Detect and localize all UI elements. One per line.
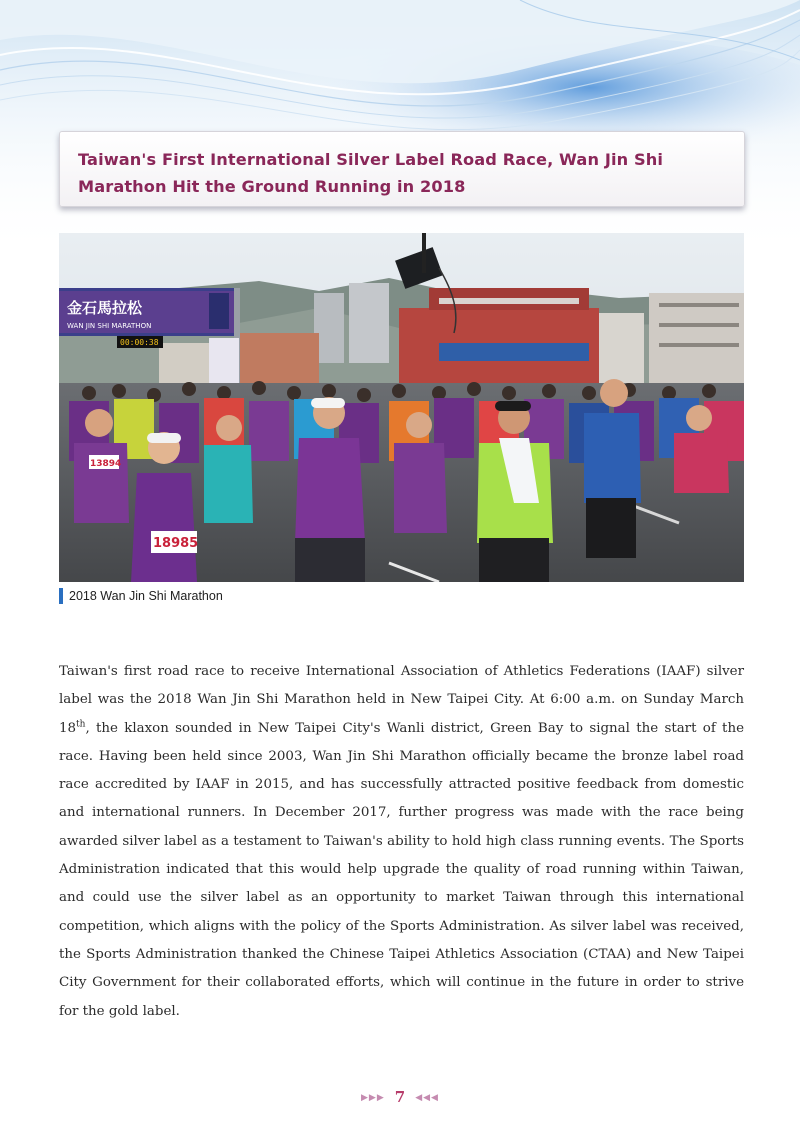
body-text-part1: Taiwan's first road race to receive International Association of Athletics Federations (IAAF) silver label was the 2018 Wan Jin Shi Marathon held in New Taipei City. At 6:00 a.m. on Sunday March 18 [59, 664, 744, 736]
wave-background [0, 0, 800, 260]
page-number-footer [0, 1087, 800, 1108]
title-box [59, 131, 745, 207]
body-paragraph [59, 658, 744, 1026]
photo-caption: 2018 Wan Jin Shi Marathon [59, 588, 223, 604]
arch-text: 金石馬拉松 [67, 299, 143, 317]
page-number: 7 [394, 1088, 406, 1106]
marathon-photo-illustration [59, 233, 744, 582]
body-text-part2: , the klaxon sounded in New Taipei City's Wanli district, Green Bay to signal the start of the race. Having been held since 2003, Wan Jin Shi Marathon officially became the bronze label road race accredited by IAAF in 2015, and has successfully attracted positive feedback from domestic and international runners. In December 2017, further progress was made with the race being awarded silver label as a testament to Taiwan's ability to hold high class running events. The Sports Administration indicated that this would help upgrade the quality of road running within Taiwan, and could use the silver label as an opportunity to market Taiwan through this international competition, which aligns with the policy of the Sports Administration. As silver label was received, the Sports Administration thanked the Chinese Taipei Athletics Association (CTAA) and New Taipei City Government for their collaborated efforts, which will continue in the future in order to strive for the gold label. [59, 720, 744, 1019]
arrows-right-icon: ◀◀◀ [415, 1093, 439, 1103]
marathon-photo [59, 233, 744, 582]
bib-13894: 13894 [90, 459, 122, 469]
page-title: Taiwan's First International Silver Label Road Race, Wan Jin Shi Marathon Hit the Ground Running in 2018 [78, 150, 663, 196]
bib-18985: 18985 [153, 536, 199, 551]
arrows-left-icon: ▶▶▶ [361, 1093, 385, 1103]
ordinal-superscript: th [76, 719, 86, 730]
race-timer: 00:00:38 [120, 338, 159, 347]
arch-subtext: WAN JIN SHI MARATHON [67, 322, 152, 330]
